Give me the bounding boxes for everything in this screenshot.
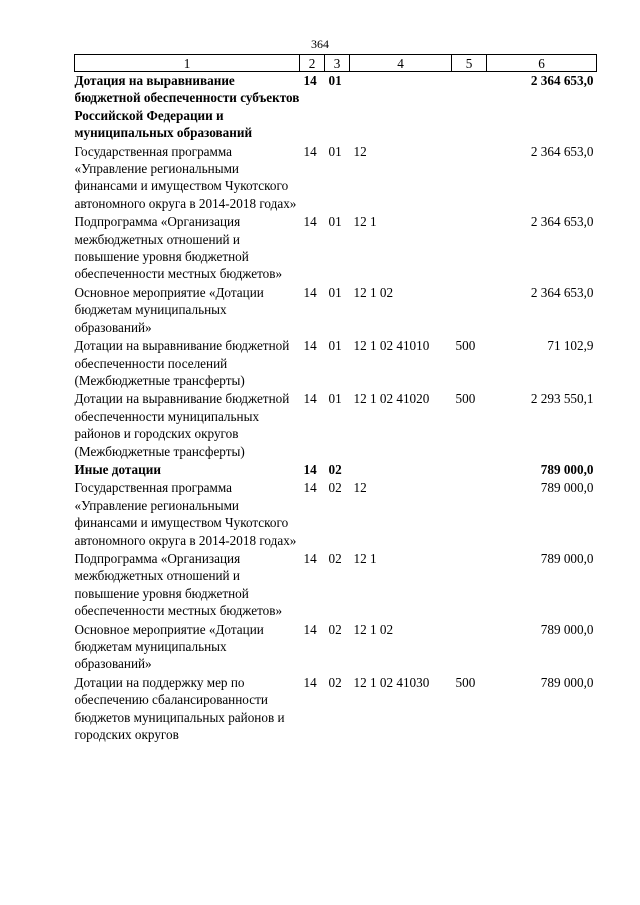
row-name: Государственная программа «Управление региональными финансами и имуществом Чукотского автономного округа в 2014-2018 годах»	[74, 480, 297, 548]
row-subsection: 01	[328, 73, 342, 88]
row-expense-type	[452, 213, 487, 284]
table-row	[75, 461, 597, 479]
row-section: 14	[303, 284, 317, 300]
header-row	[75, 55, 597, 72]
row-name: Основное мероприятие «Дотации бюджетам муниципальных образований»	[74, 621, 264, 672]
row-amount: 2 364 653,0	[530, 73, 594, 88]
row-target-article: 12 1 02	[353, 621, 394, 637]
row-target-article: 12 1 02 41030	[353, 674, 430, 690]
row-subsection: 02	[328, 461, 342, 477]
row-section: 14	[303, 143, 317, 159]
row-subsection: 01	[328, 143, 342, 159]
header-col-5: 5	[452, 55, 487, 72]
row-amount: 789 000,0	[540, 550, 594, 566]
row-expense-type: 500	[455, 338, 476, 354]
table-header	[75, 55, 597, 72]
row-name: Основное мероприятие «Дотации бюджетам муниципальных образований»	[74, 284, 264, 335]
table-row	[75, 550, 597, 621]
row-subsection: 02	[328, 674, 342, 690]
row-subsection: 02	[328, 550, 342, 566]
row-amount: 2 364 653,0	[530, 143, 594, 159]
row-expense-type	[452, 461, 487, 479]
row-section: 14	[303, 550, 317, 566]
row-amount: 71 102,9	[547, 338, 594, 354]
row-subsection: 01	[328, 284, 342, 300]
table-row	[75, 143, 597, 214]
row-section: 14	[303, 461, 317, 477]
row-name: Подпрограмма «Организация межбюджетных отношений и повышение уровня бюджетной обеспеченности местных бюджетов»	[74, 214, 283, 282]
table-row	[75, 621, 597, 674]
row-subsection: 01	[328, 338, 342, 354]
row-section: 14	[303, 214, 317, 230]
row-section: 14	[303, 338, 317, 354]
row-expense-type	[452, 72, 487, 143]
row-expense-type	[452, 550, 487, 621]
row-name: Дотации на поддержку мер по обеспечению сбалансированности бюджетов муниципальных районов и городских округов	[74, 674, 285, 743]
row-section: 14	[303, 480, 317, 496]
row-subsection: 01	[328, 391, 342, 407]
header-col-3: 3	[325, 55, 350, 72]
table-row	[75, 72, 597, 143]
row-target-article: 12	[353, 143, 367, 159]
row-section: 14	[303, 674, 317, 690]
row-amount: 789 000,0	[540, 480, 594, 496]
row-name: Государственная программа «Управление региональными финансами и имуществом Чукотского автономного округа в 2014-2018 годах»	[74, 143, 297, 211]
row-expense-type	[452, 621, 487, 674]
row-target-article: 12 1 02	[353, 284, 394, 300]
row-expense-type	[452, 284, 487, 337]
row-name: Дотации на выравнивание бюджетной обеспеченности поселений (Межбюджетные трансферты)	[74, 338, 290, 388]
row-target-article: 12 1 02 41010	[353, 338, 430, 354]
row-name: Дотация на выравнивание бюджетной обеспеченности субъектов Российской Федерации и муниципальных образований	[74, 73, 300, 141]
header-col-2: 2	[300, 55, 325, 72]
table-row	[75, 213, 597, 284]
row-section: 14	[303, 391, 317, 407]
row-target-article: 12 1	[353, 550, 377, 566]
header-col-4: 4	[350, 55, 452, 72]
row-target-article	[350, 72, 452, 143]
table-row	[75, 674, 597, 745]
row-amount: 2 293 550,1	[530, 391, 594, 407]
budget-table	[74, 54, 597, 744]
row-target-article	[350, 461, 452, 479]
row-subsection: 02	[328, 621, 342, 637]
header-col-1: 1	[75, 55, 300, 72]
row-section: 14	[303, 73, 317, 88]
row-expense-type	[452, 143, 487, 214]
table-row	[75, 390, 597, 461]
page-number: 364	[311, 37, 329, 51]
row-amount: 2 364 653,0	[530, 214, 594, 230]
table-body	[75, 72, 597, 745]
row-target-article: 12 1	[353, 214, 377, 230]
row-amount: 789 000,0	[540, 461, 594, 477]
row-section: 14	[303, 621, 317, 637]
row-expense-type: 500	[455, 674, 476, 690]
row-subsection: 02	[328, 480, 342, 496]
row-expense-type: 500	[455, 391, 476, 407]
table-row	[75, 479, 597, 550]
table-row	[75, 337, 597, 390]
row-amount: 2 364 653,0	[530, 284, 594, 300]
row-target-article: 12 1 02 41020	[353, 391, 430, 407]
row-name: Подпрограмма «Организация межбюджетных отношений и повышение уровня бюджетной обеспеченности местных бюджетов»	[74, 550, 283, 619]
row-amount: 789 000,0	[540, 674, 594, 690]
row-target-article: 12	[353, 480, 367, 496]
row-name: Иные дотации	[74, 461, 161, 477]
header-col-6: 6	[487, 55, 597, 72]
row-subsection: 01	[328, 214, 342, 230]
row-expense-type	[452, 479, 487, 550]
row-name: Дотации на выравнивание бюджетной обеспеченности муниципальных районов и городских округов (Межбюджетные трансферты)	[74, 391, 290, 459]
table-row	[75, 284, 597, 337]
row-amount: 789 000,0	[540, 621, 594, 637]
